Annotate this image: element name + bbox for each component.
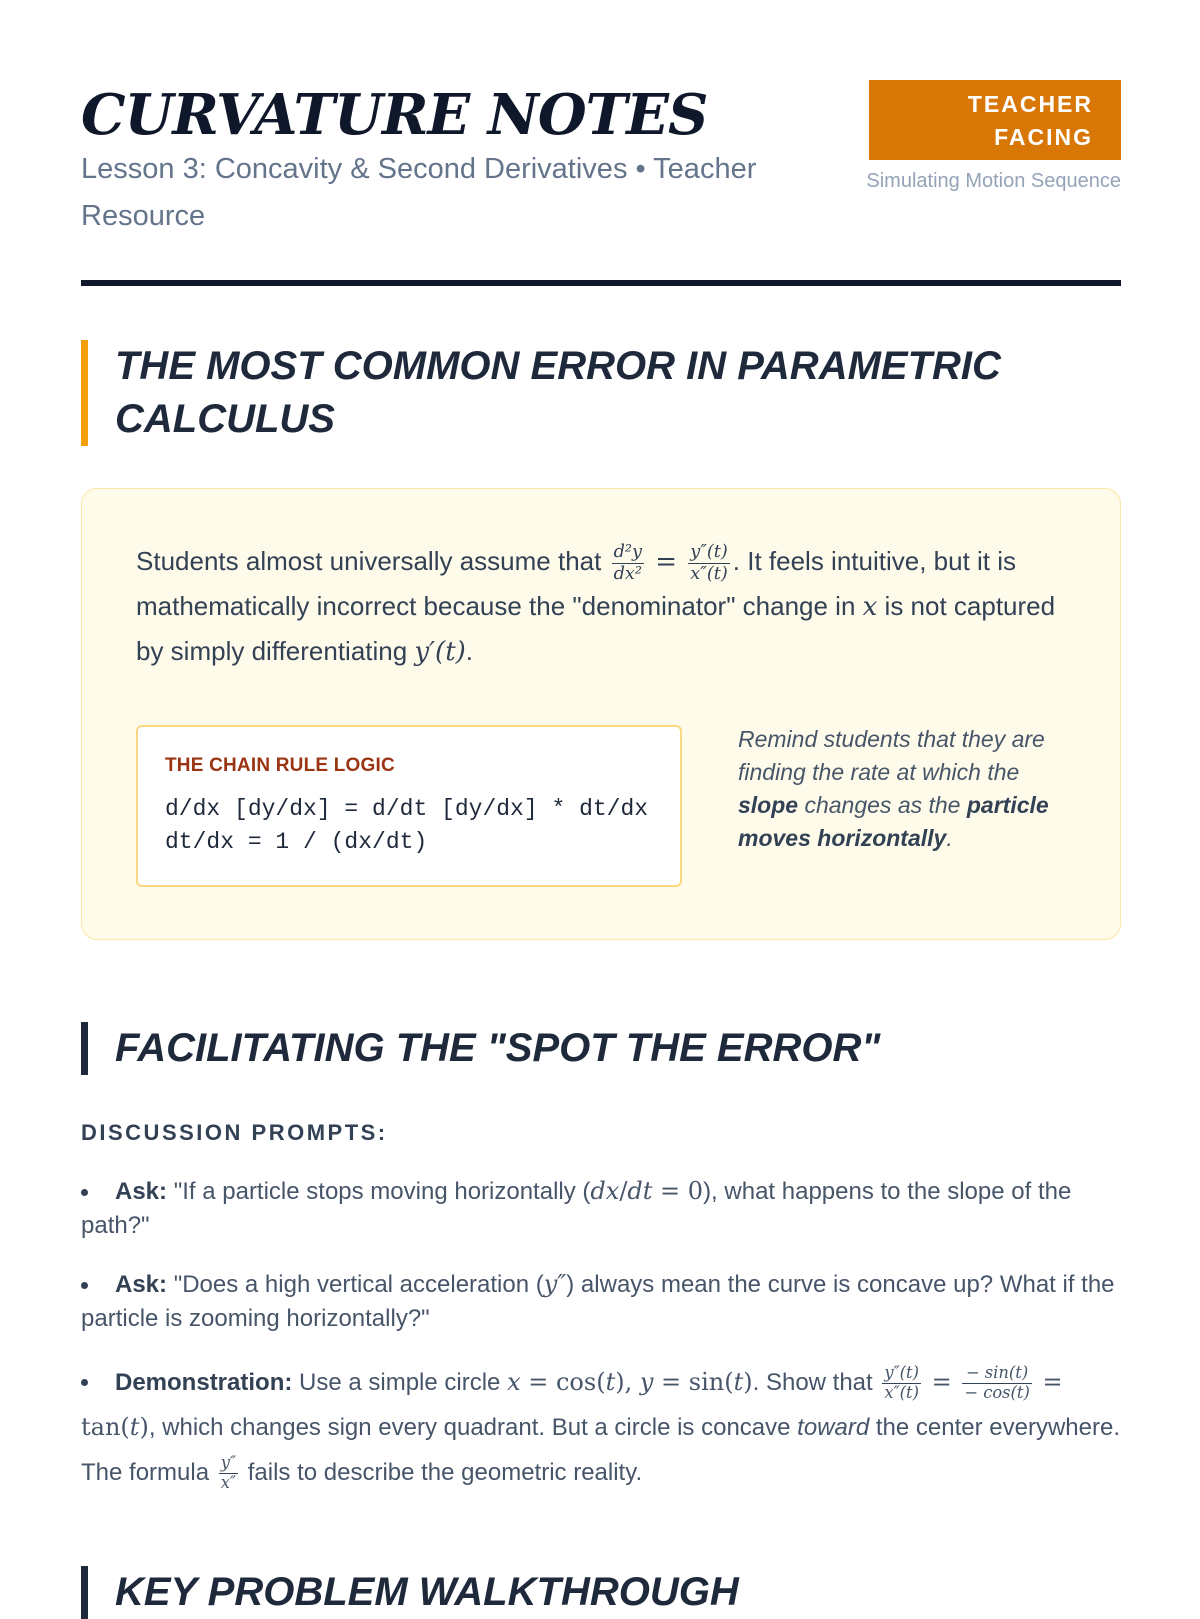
formula-sin-cos: $\frac{- \sin(t)}{- \cos(t)}$ <box>964 1363 1030 1403</box>
math-yprime-t: y′(t) <box>414 637 466 667</box>
section-heading-key-problem <box>81 1566 1121 1619</box>
callout-text-a: Students almost universally assume that <box>136 546 602 576</box>
header <box>81 80 1121 290</box>
prompt-lead: Ask: <box>115 1271 168 1298</box>
callout-text: Students almost universally assume that $\frac{\text{d²y}}{\text{dx²}}$ = $\frac{y''(t)}{x''(t)}$ . It feels intuitive, but it is mathematically incorrect because the "denominator" change in x is not captured by simply differentiating y′(t). <box>136 542 1056 667</box>
callout-text-b: . It feels intuitive, but it is mathematically incorrect because the "denominator" change in <box>136 546 1017 621</box>
section-accent-bar <box>81 1566 88 1619</box>
formula-ypp-over-xpp-short: $\frac{y''}{x''}$ <box>220 1453 237 1493</box>
prompt-text: the center everywhere. The formula <box>81 1414 1120 1486</box>
discussion-prompts-list <box>81 1174 1121 1519</box>
page-subtitle: Lesson 3: Concavity & Second Derivatives • Teacher Resource <box>81 153 757 232</box>
section-heading-common-error <box>81 340 1121 446</box>
teacher-facing-badge: TEACHER FACING <box>869 80 1121 160</box>
formula-ypp-over-xpp: $\frac{y''(t)}{x''(t)}$ <box>690 542 728 584</box>
prompt-lead: Demonstration: <box>115 1369 293 1396</box>
reminder-text-b: changes as the <box>804 792 961 818</box>
chain-rule-code <box>165 793 648 859</box>
formula-equals: = <box>646 547 686 577</box>
prompt-text: ), what happens to the slope of the path?" <box>81 1178 1072 1239</box>
math-x: x <box>862 592 878 622</box>
badge-caption: Simulating Motion Sequence <box>866 170 1121 192</box>
prompt-text: ) always mean the curve is concave up? What if the particle is zooming horizontally?" <box>81 1271 1115 1332</box>
math-ydoubleprime: y″ <box>543 1270 567 1298</box>
prompt-text: . Show that <box>752 1369 873 1396</box>
page-title: CURVATURE NOTES <box>81 82 708 148</box>
prompt-emphasis: toward <box>797 1414 870 1441</box>
callout-text-c: is not captured by simply differentiating <box>136 591 1056 666</box>
prompt-lead: Ask: <box>115 1178 168 1205</box>
math-circle: x <box>507 1368 521 1396</box>
section-accent-bar <box>81 1022 88 1075</box>
reminder-slope: slope <box>738 792 799 818</box>
prompt-text: "If a particle stops moving horizontally ( <box>173 1178 591 1205</box>
section-heading-spot-error <box>81 1022 1121 1075</box>
bullet-icon <box>81 1189 88 1196</box>
common-error-callout <box>81 488 1121 940</box>
list-item: Demonstration: Use a simple circle x = cos(t), y = sin(t). Show that $\frac{y''(t)}{x''(t)}$ = $\frac{- \sin(t)}{- \cos(t)}$ = tan(t), which changes sign every quadrant. But a circle is concave toward the center everywhere. The formula $\frac{y''}{x''}$ fails to describe the geometric reality. <box>81 1363 1120 1493</box>
reminder-end: . <box>946 825 953 851</box>
chain-rule-line-1: d/dx [dy/dx] = d/dt [dy/dx] * dt/dx <box>165 796 649 822</box>
section-heading-text: THE MOST COMMON ERROR IN PARAMETRIC CALCULUS <box>115 344 1001 441</box>
prompt-text: "Does a high vertical acceleration ( <box>173 1271 544 1298</box>
discussion-prompts-label: DISCUSSION PROMPTS: <box>81 1120 388 1145</box>
section-heading-text: KEY PROBLEM WALKTHROUGH <box>115 1570 739 1614</box>
list-item <box>81 1267 1121 1336</box>
teacher-reminder-note <box>738 723 1078 855</box>
header-divider <box>81 280 1121 286</box>
chain-rule-line-2: dt/dx = 1 / (dx/dt) <box>165 829 428 855</box>
reminder-text-a: Remind students that they are finding the rate at which the <box>738 726 1045 785</box>
prompt-text: fails to describe the geometric reality. <box>247 1459 643 1486</box>
section-heading-text: FACILITATING THE "SPOT THE ERROR" <box>115 1026 881 1070</box>
chain-rule-title: THE CHAIN RULE LOGIC <box>165 755 395 776</box>
prompt-text: , which changes sign every quadrant. But a circle is concave <box>148 1414 791 1441</box>
math-dxdt-zero: dx <box>590 1177 620 1205</box>
bullet-icon <box>81 1379 88 1386</box>
prompt-text: Use a simple circle <box>299 1369 501 1396</box>
reminder-moves: particle moves horizontally <box>738 792 1049 851</box>
chain-rule-logic-box <box>136 725 682 887</box>
formula-d2y-dx2: $\frac{\text{d²y}}{\text{dx²}}$ <box>613 542 642 584</box>
bullet-icon <box>81 1282 88 1289</box>
formula-ypp-xpp: $\frac{y''(t)}{x''(t)}$ <box>884 1363 919 1403</box>
list-item: Ask: "If a particle stops moving horizontally (dx/dt = 0), what happens to the slope of the path?" <box>81 1177 1072 1239</box>
section-accent-bar <box>81 340 88 446</box>
